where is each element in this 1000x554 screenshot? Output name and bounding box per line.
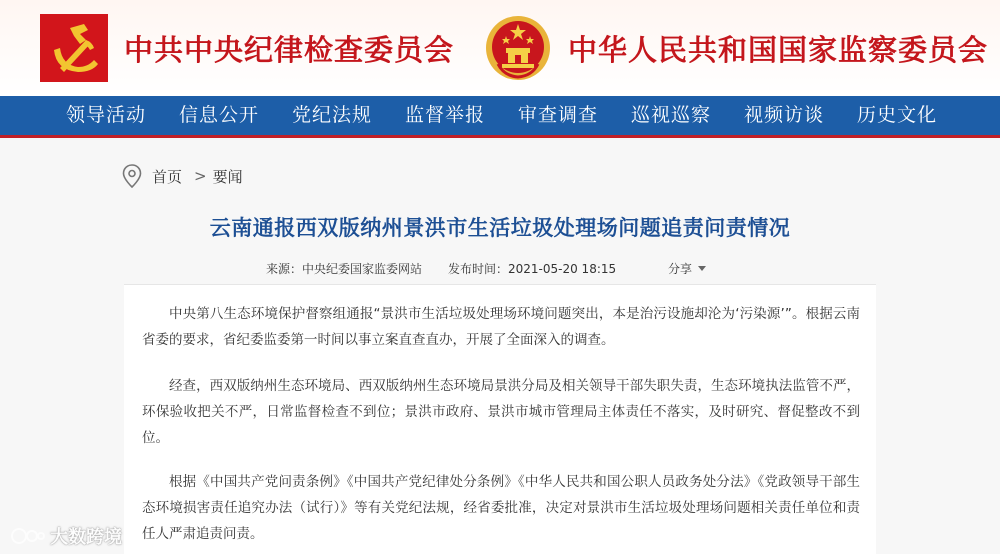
nav-item-inspection[interactable]: 巡视巡察 — [631, 104, 712, 126]
article-paragraph: 根据《中国共产党问责条例》《中国共产党纪律处分条例》《中华人民共和国公职人员政务处分法》《党政领导干部生态环境损害责任追究办法（试行）》等有关党纪法规，经省委批准，决定对景洪市生活垃圾处理场问题相关责任单位和责任人严肃追责问责。 — [142, 474, 860, 542]
watermark-text: 大数跨境 — [50, 527, 122, 548]
nav-item-regulations[interactable]: 党纪法规 — [292, 104, 373, 126]
nsc-title: 中华人民共和国国家监察委员会 — [568, 32, 989, 67]
nav-item-video[interactable]: 视频访谈 — [744, 104, 825, 126]
nav-item-report[interactable]: 监督举报 — [405, 104, 486, 126]
article-date: 发布时间：2021-05-20 18:15 — [448, 262, 617, 276]
chevron-down-icon — [698, 266, 706, 271]
ccdi-brand-link[interactable] — [40, 14, 454, 82]
watermark — [10, 522, 122, 550]
watermark-logo-icon — [10, 525, 46, 547]
share-label: 分享 — [668, 262, 693, 276]
national-emblem-icon — [484, 14, 552, 82]
article-paragraph: 经查，西双版纳州生态环境局、西双版纳州生态环境局景洪分局及相关领导干部失职失责，生态环境执法监管不严，环保验收把关不严，日常监督检查不到位；景洪市政府、景洪市城市管理局主体责任不落实，及时研究、督促整改不到位。 — [142, 378, 860, 446]
article-body — [124, 284, 876, 554]
breadcrumb-home[interactable]: 首页 — [152, 167, 183, 186]
ccdi-title: 中共中央纪律检查委员会 — [124, 32, 455, 67]
nav-item-investigation[interactable]: 审查调查 — [518, 104, 599, 126]
nsc-brand-link[interactable] — [484, 14, 988, 82]
nav-item-leadership[interactable]: 领导活动 — [66, 104, 147, 126]
article-paragraph: 中央第八生态环境保护督察组通报“景洪市生活垃圾处理场环境问题突出，本是治污设施却沦为‘污染源’”。根据云南省委的要求，省纪委监委第一时间以事立案直查直办，开展了全面深入的调查。 — [142, 306, 860, 348]
site-header — [0, 0, 1000, 96]
party-emblem-icon — [40, 14, 108, 82]
nav-item-disclosure[interactable]: 信息公开 — [179, 104, 260, 126]
article-title: 云南通报西双版纳州景洪市生活垃圾处理场问题追责问责情况 — [209, 216, 791, 240]
article-page — [0, 138, 1000, 554]
breadcrumb-current[interactable]: 要闻 — [212, 167, 243, 186]
nav-item-history[interactable]: 历史文化 — [857, 104, 938, 126]
breadcrumb-separator: > — [194, 167, 207, 185]
breadcrumb — [122, 164, 243, 188]
main-nav — [0, 96, 1000, 138]
location-pin-icon — [122, 164, 142, 188]
share-button[interactable] — [668, 260, 706, 277]
article-source: 来源：中央纪委国家监委网站 — [266, 262, 423, 276]
